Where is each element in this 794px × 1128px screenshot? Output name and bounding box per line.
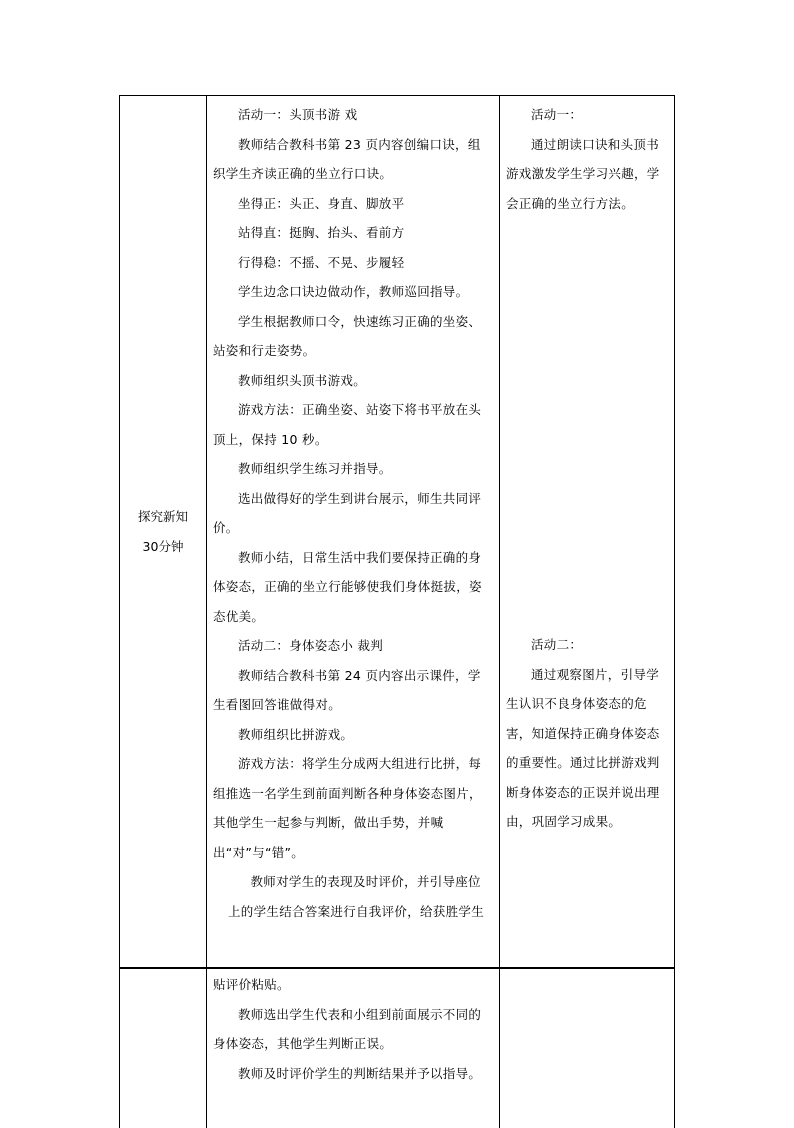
column-divider bbox=[499, 969, 500, 1128]
section-label-title: 探究新知 bbox=[137, 508, 188, 524]
intent-paragraph: 通过朗读口诀和头顶书游戏激发学生学习兴趣，学会正确的坐立行方法。 bbox=[506, 136, 660, 211]
teaching-process-cell-continued bbox=[207, 969, 499, 1088]
activity-two-title: 活动二：身体姿态小 裁判 bbox=[238, 638, 384, 653]
spacer bbox=[506, 218, 668, 630]
process-paragraph: 教师组织头顶书游戏。 bbox=[238, 372, 367, 388]
lesson-table bbox=[119, 95, 675, 968]
intent-activity-one-title: 活动一： bbox=[531, 107, 583, 122]
process-paragraph: 学生根据教师口令，快速练习正确的坐姿、站姿和行走姿势。 bbox=[213, 313, 482, 358]
activity-one-title: 活动一：头顶书游 戏 bbox=[238, 107, 358, 122]
chant-line: 坐得正：头正、身直、脚放平 bbox=[238, 195, 405, 211]
process-paragraph: 教师对学生的表现及时评价，并引导座位 bbox=[250, 874, 481, 889]
process-paragraph: 学生边念口诀边做动作，教师巡回指导。 bbox=[238, 284, 469, 299]
process-paragraph: 教师选出学生代表和小组到前面展示不同的身体姿态，其他学生判断正误。 bbox=[213, 1006, 482, 1051]
chant-line: 站得直：挺胸、抬头、看前方 bbox=[238, 225, 405, 240]
process-paragraph: 游戏方法：将学生分成两大组进行比拼，每组推选一名学生到前面判断各种身体姿态图片，其他学生一起参与判断，做出手势，并喊出“对”与“错”。 bbox=[213, 756, 482, 860]
intent-paragraph: 通过观察图片，引导学生认识不良身体姿态的危害，知道保持正确身体姿态的重要性。通过比拼游戏判断身体姿态的正误并说出理由，巩固学习成果。 bbox=[506, 666, 660, 829]
process-paragraph: 贴评价粘贴。 bbox=[213, 977, 290, 992]
process-paragraph: 教师结合教科书第 23 页内容创编口诀，组织学生齐读正确的坐立行口诀。 bbox=[213, 136, 481, 181]
process-paragraph: 教师组织学生练习并指导。 bbox=[238, 461, 392, 476]
process-paragraph: 教师及时评价学生的判断结果并予以指导。 bbox=[238, 1065, 482, 1081]
process-paragraph: 教师结合教科书第 24 页内容出示课件，学生看图回答谁做得对。 bbox=[213, 667, 481, 712]
process-paragraph: 选出做得好的学生到讲台展示，师生共同评价。 bbox=[213, 490, 482, 535]
design-intent-cell bbox=[500, 96, 674, 837]
section-label-cell bbox=[120, 96, 206, 967]
process-paragraph: 教师小结，日常生活中我们要保持正确的身体姿态，正确的坐立行能够使我们身体挺拔，姿态优美。 bbox=[213, 549, 482, 624]
intent-activity-two-title: 活动二： bbox=[531, 637, 583, 652]
teaching-process-cell bbox=[207, 96, 499, 926]
lesson-table-continued bbox=[119, 968, 675, 1128]
process-paragraph: 教师组织比拼游戏。 bbox=[238, 726, 354, 742]
process-paragraph: 游戏方法：正确坐姿、站姿下将书平放在头顶上，保持 10 秒。 bbox=[213, 402, 482, 447]
section-label-duration: 30分钟 bbox=[142, 538, 184, 554]
process-paragraph: 上的学生结合答案进行自我评价，给获胜学生 bbox=[228, 903, 485, 919]
chant-line: 行得稳：不摇、不晃、步履轻 bbox=[238, 254, 405, 270]
